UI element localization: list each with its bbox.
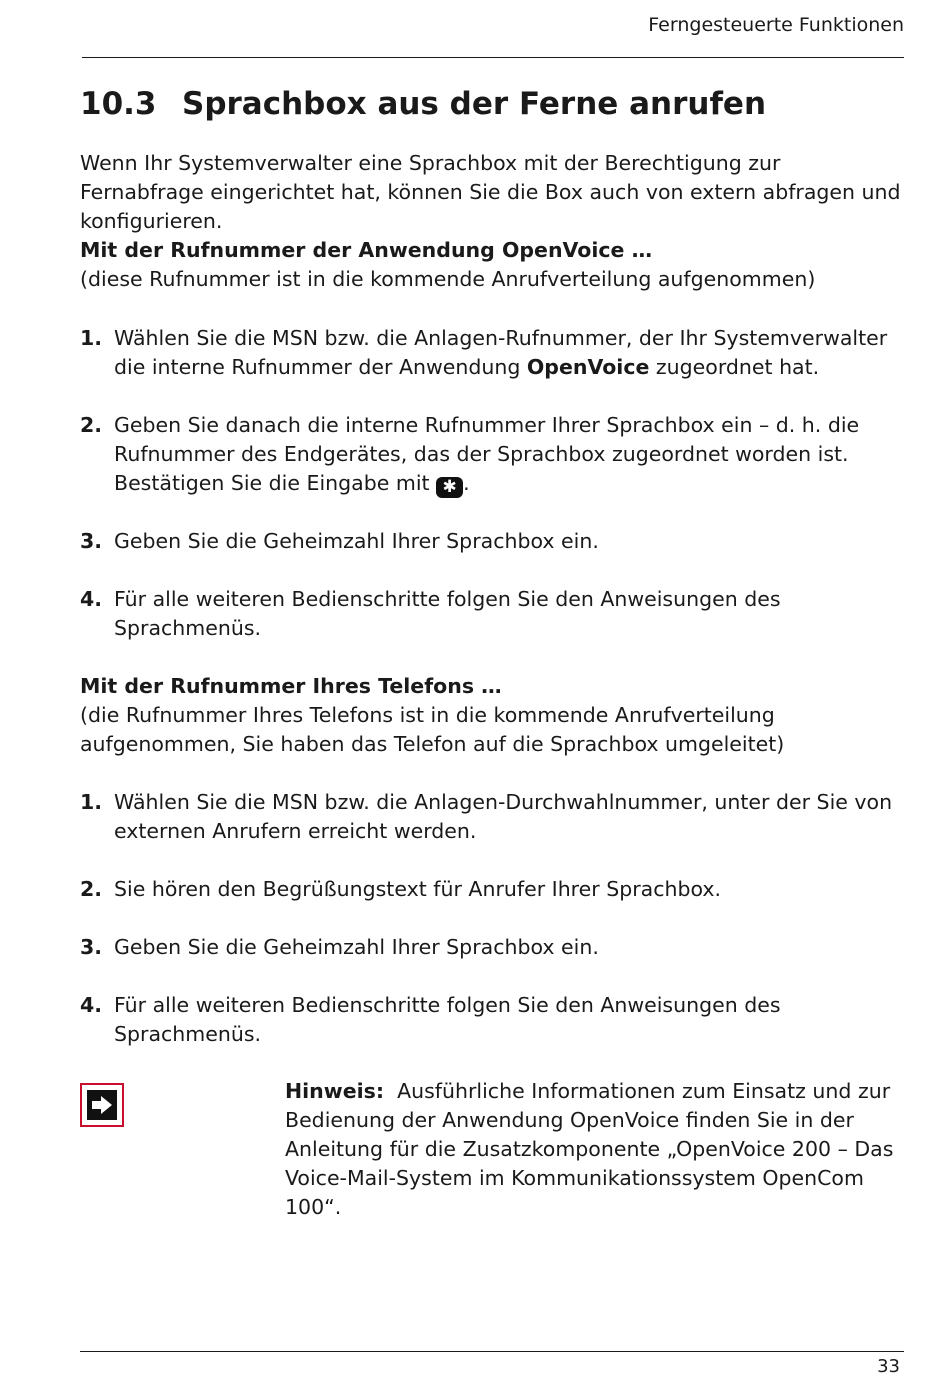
part1-step-4	[80, 585, 884, 643]
page-header-title: Ferngesteuerte Funktionen	[648, 14, 904, 36]
step-text: Geben Sie danach die interne Rufnummer Ihrer Sprachbox ein – d. h. die Rufnummer des Endgerätes, das der Sprachbox zugeordnet worden ist. Bestätigen Sie die Eingabe mit	[114, 413, 860, 495]
part2-heading: Mit der Rufnummer Ihres Telefons …	[80, 674, 502, 698]
step-bold-text: OpenVoice	[526, 355, 650, 379]
step-number: 1.	[80, 790, 103, 814]
part2-step-list	[80, 788, 910, 1049]
step-text: Geben Sie die Geheimzahl Ihrer Sprachbox ein.	[114, 935, 599, 959]
note-text: Ausführliche Informationen zum Einsatz und zur Bedienung der Anwendung OpenVoice finden Sie in der Anleitung für die Zusatzkomponente „OpenVoice 200 – Das Voice-Mail-System im Kommunikationssystem OpenCom 100“.	[285, 1079, 894, 1219]
intro-paragraph: Wenn Ihr Systemverwalter eine Sprachbox mit der Berechtigung zur Fernabfrage eingerichtet hat, können Sie die Box auch von extern abfragen und konfigurieren.	[80, 151, 901, 233]
step-number: 2.	[80, 877, 103, 901]
step-text: Wählen Sie die MSN bzw. die Anlagen-Durchwahlnummer, unter der Sie von externen Anrufern erreicht werden.	[114, 790, 893, 843]
step-text: Für alle weiteren Bedienschritte folgen Sie den Anweisungen des Sprachmenüs.	[114, 993, 781, 1046]
arrow-right-icon	[87, 1090, 117, 1120]
section-title: Sprachbox aus der Ferne anrufen	[182, 86, 767, 122]
step-number: 3.	[80, 935, 103, 959]
part1-step-2	[80, 411, 910, 498]
part1-step-3	[80, 527, 910, 556]
page-number: 33	[877, 1356, 900, 1377]
star-key-icon: ✱	[436, 477, 463, 498]
part1-heading: Mit der Rufnummer der Anwendung OpenVoice …	[80, 238, 653, 262]
part2-step-2	[80, 875, 910, 904]
step-number: 3.	[80, 529, 103, 553]
step-text-end: .	[463, 471, 470, 495]
header-rule	[82, 57, 904, 58]
part1-step-1	[80, 324, 910, 382]
step-number: 2.	[80, 413, 103, 437]
note-box	[285, 1077, 905, 1222]
section-number: 10.3	[80, 86, 157, 122]
part1-heading-block	[80, 236, 910, 294]
step-number: 1.	[80, 326, 103, 350]
part1-subtext: (diese Rufnummer ist in die kommende Anrufverteilung aufgenommen)	[80, 267, 816, 291]
step-text: Wählen Sie die MSN bzw. die Anlagen-Rufnummer, der Ihr Systemverwalter die interne Rufnummer der Anwendung	[114, 326, 888, 379]
part2-step-1	[80, 788, 910, 846]
part1-step-list	[80, 324, 910, 643]
step-number: 4.	[80, 587, 103, 611]
step-text-end: zugeordnet hat.	[649, 355, 820, 379]
part2-step-4	[80, 991, 884, 1049]
step-text: Sie hören den Begrüßungstext für Anrufer Ihrer Sprachbox.	[114, 877, 722, 901]
step-text: Geben Sie die Geheimzahl Ihrer Sprachbox ein.	[114, 529, 599, 553]
note-label: Hinweis:	[285, 1079, 385, 1103]
footer-rule	[80, 1351, 904, 1352]
part2-step-3	[80, 933, 910, 962]
part2-subtext: (die Rufnummer Ihres Telefons ist in die kommende Anrufverteilung aufgenommen, Sie haben das Telefon auf die Sprachbox umgeleitet)	[80, 703, 785, 756]
step-number: 4.	[80, 993, 103, 1017]
part2-heading-block	[80, 672, 840, 759]
step-text: Für alle weiteren Bedienschritte folgen Sie den Anweisungen des Sprachmenüs.	[114, 587, 781, 640]
section-heading	[80, 86, 766, 122]
note-icon-frame	[80, 1083, 124, 1127]
